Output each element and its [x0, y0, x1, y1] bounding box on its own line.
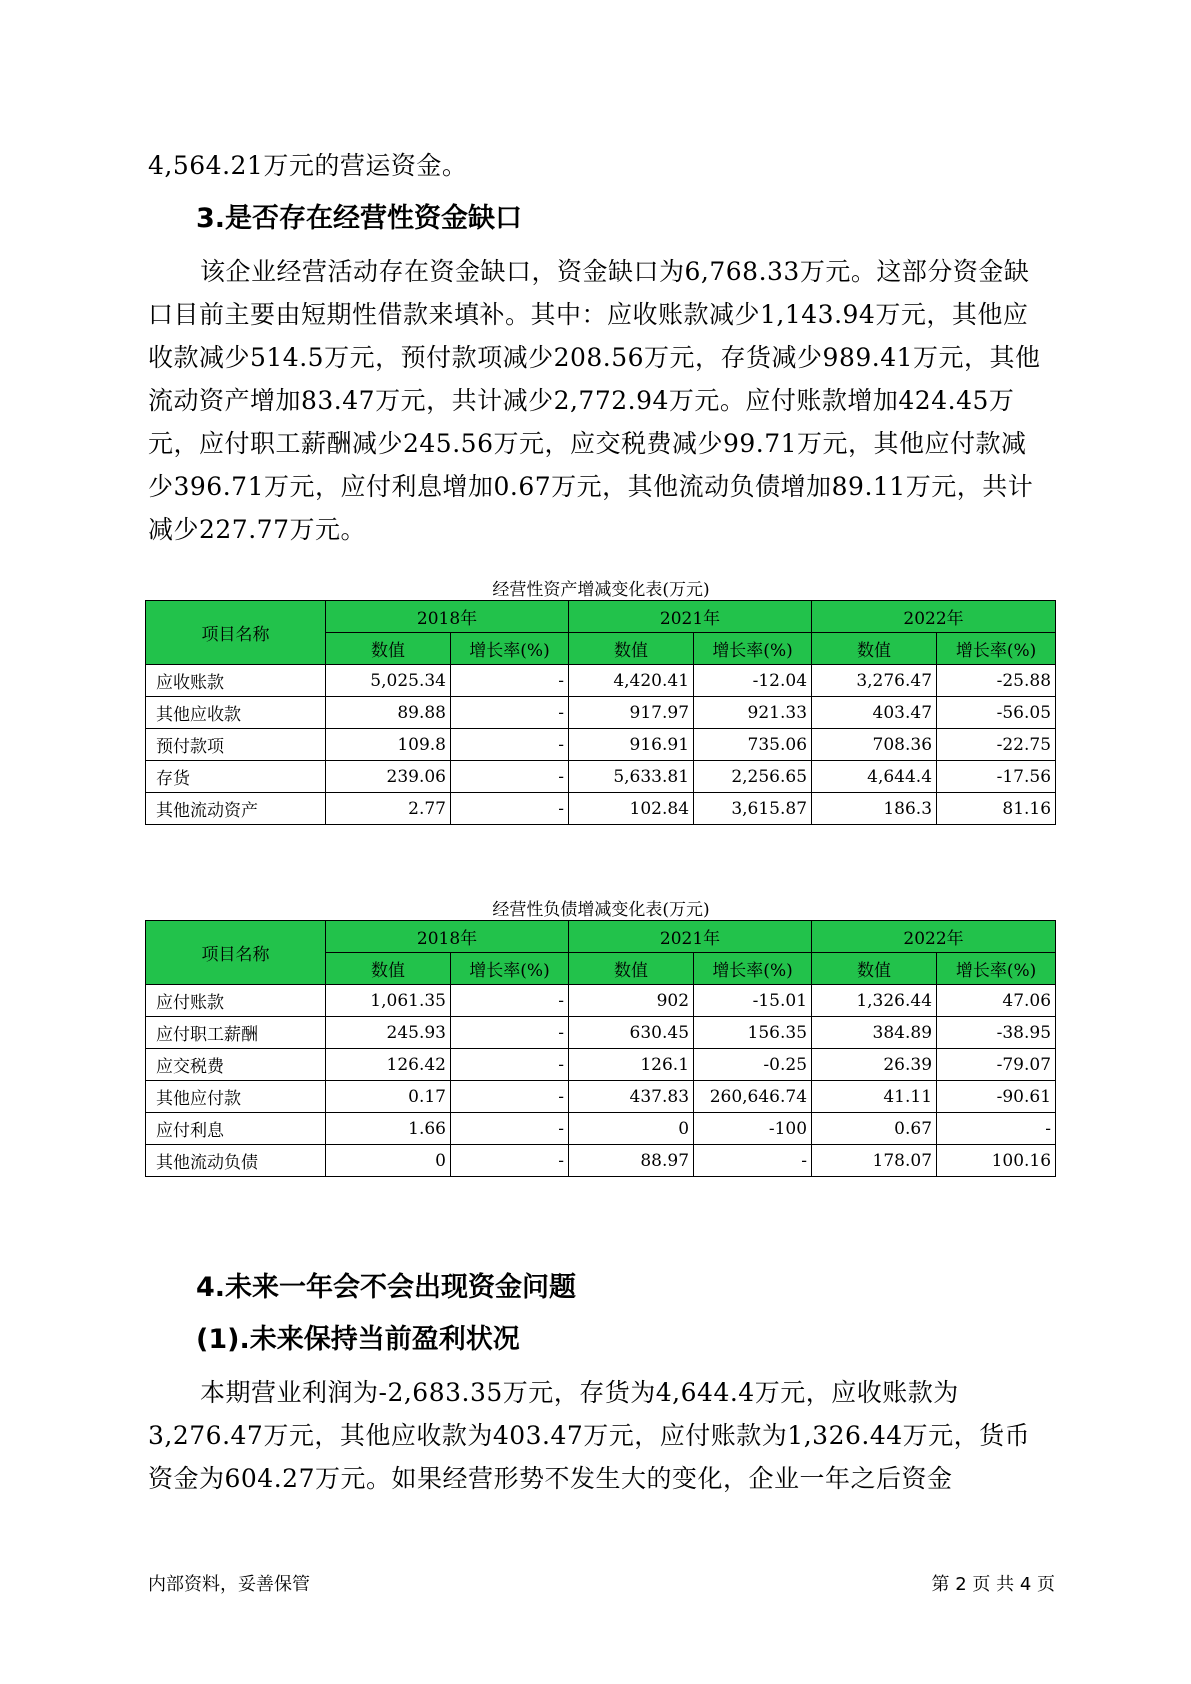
rate-cell: -79.07	[937, 1049, 1056, 1081]
rate-cell: -	[451, 985, 569, 1017]
rate-cell: -56.05	[937, 697, 1056, 729]
asset-rate-header: 增长率(%)	[937, 633, 1056, 665]
rate-cell: -15.01	[694, 985, 812, 1017]
value-cell: 0	[326, 1145, 451, 1177]
rate-cell: -12.04	[694, 665, 812, 697]
liability-year-header: 2022年	[812, 921, 1056, 953]
row-name: 应付利息	[146, 1113, 326, 1145]
rate-cell: -	[451, 1081, 569, 1113]
section4-paragraph: 本期营业利润为-2,683.35万元，存货为4,644.4万元，应收账款为3,276.47万元，其他应收款为403.47万元，应付账款为1,326.44万元，货币资金为604.27万元。如果经营形势不发生大的变化，企业一年之后资金	[148, 1378, 1031, 1493]
value-cell: 3,276.47	[812, 665, 937, 697]
value-cell: 89.88	[326, 697, 451, 729]
asset-value-header: 数值	[812, 633, 937, 665]
asset-year-header: 2021年	[569, 601, 812, 633]
liability-rate-header: 增长率(%)	[937, 953, 1056, 985]
rate-cell: -25.88	[937, 665, 1056, 697]
rate-cell: 921.33	[694, 697, 812, 729]
value-cell: 917.97	[569, 697, 694, 729]
value-cell: 4,644.4	[812, 761, 937, 793]
row-name: 预付款项	[146, 729, 326, 761]
rate-cell: -38.95	[937, 1017, 1056, 1049]
value-cell: 2.77	[326, 793, 451, 825]
asset-year-header: 2018年	[326, 601, 569, 633]
value-cell: 916.91	[569, 729, 694, 761]
value-cell: 384.89	[812, 1017, 937, 1049]
row-name: 其他应付款	[146, 1081, 326, 1113]
asset-table	[145, 600, 1056, 825]
liability-year-header: 2018年	[326, 921, 569, 953]
table-row	[146, 1049, 1056, 1081]
rate-cell: -17.56	[937, 761, 1056, 793]
rate-cell: -	[451, 729, 569, 761]
asset-rate-header: 增长率(%)	[694, 633, 812, 665]
value-cell: 88.97	[569, 1145, 694, 1177]
section3-paragraph: 该企业经营活动存在资金缺口，资金缺口为6,768.33万元。这部分资金缺口目前主要由短期性借款来填补。其中：应收账款减少1,143.94万元，其他应收款减少514.5万元，预付款项减少208.56万元，存货减少989.41万元，其他流动资产增加83.47万元，共计减少2,772.94万元。应付账款增加424.45万元，应付职工薪酬减少245.56万元，应交税费减少99.71万元，其他应付款减少396.71万元，应付利息增加0.67万元，其他流动负债增加89.11万元，共计减少227.77万元。	[148, 257, 1041, 544]
value-cell: 109.8	[326, 729, 451, 761]
table-row	[146, 1113, 1056, 1145]
section3-heading: 3.是否存在经营性资金缺口	[196, 203, 523, 234]
intro-line: 4,564.21万元的营运资金。	[148, 151, 468, 180]
value-cell: 4,420.41	[569, 665, 694, 697]
value-cell: 186.3	[812, 793, 937, 825]
row-name: 存货	[146, 761, 326, 793]
rate-cell: -	[451, 1145, 569, 1177]
value-cell: 26.39	[812, 1049, 937, 1081]
rate-cell: -	[694, 1145, 812, 1177]
liability-year-header: 2021年	[569, 921, 812, 953]
table-row	[146, 697, 1056, 729]
value-cell: 1.66	[326, 1113, 451, 1145]
footer-page-number: 第 2 页 共 4 页	[931, 1574, 1055, 1595]
asset-value-header: 数值	[569, 633, 694, 665]
rate-cell: -	[451, 793, 569, 825]
table-row	[146, 1017, 1056, 1049]
rate-cell: 260,646.74	[694, 1081, 812, 1113]
rate-cell: 47.06	[937, 985, 1056, 1017]
value-cell: 5,633.81	[569, 761, 694, 793]
value-cell: 1,326.44	[812, 985, 937, 1017]
table-row	[146, 1081, 1056, 1113]
value-cell: 630.45	[569, 1017, 694, 1049]
rate-cell: -	[451, 761, 569, 793]
asset-rate-header: 增长率(%)	[451, 633, 569, 665]
rate-cell: 100.16	[937, 1145, 1056, 1177]
rate-cell: -22.75	[937, 729, 1056, 761]
section4-heading: 4.未来一年会不会出现资金问题	[196, 1272, 577, 1303]
table-row	[146, 793, 1056, 825]
value-cell: 102.84	[569, 793, 694, 825]
asset-table-caption: 经营性资产增减变化表(万元)	[492, 580, 710, 600]
row-name: 应付账款	[146, 985, 326, 1017]
value-cell: 403.47	[812, 697, 937, 729]
rate-cell: -	[451, 1017, 569, 1049]
rate-cell: 3,615.87	[694, 793, 812, 825]
value-cell: 126.42	[326, 1049, 451, 1081]
table-row	[146, 985, 1056, 1017]
liability-rate-header: 增长率(%)	[694, 953, 812, 985]
rate-cell: -	[451, 1113, 569, 1145]
rate-cell: 81.16	[937, 793, 1056, 825]
value-cell: 708.36	[812, 729, 937, 761]
value-cell: 902	[569, 985, 694, 1017]
value-cell: 178.07	[812, 1145, 937, 1177]
rate-cell: 156.35	[694, 1017, 812, 1049]
table-row	[146, 665, 1056, 697]
value-cell: 0.17	[326, 1081, 451, 1113]
asset-year-header: 2022年	[812, 601, 1056, 633]
rate-cell: -	[937, 1113, 1056, 1145]
row-name: 其他应收款	[146, 697, 326, 729]
row-name: 其他流动负债	[146, 1145, 326, 1177]
rate-cell: -	[451, 697, 569, 729]
value-cell: 245.93	[326, 1017, 451, 1049]
liability-table	[145, 920, 1056, 1177]
rate-cell: -0.25	[694, 1049, 812, 1081]
table-row	[146, 729, 1056, 761]
footer-left: 内部资料，妥善保管	[148, 1574, 310, 1595]
asset-name-header: 项目名称	[146, 601, 326, 665]
value-cell: 0.67	[812, 1113, 937, 1145]
rate-cell: -100	[694, 1113, 812, 1145]
rate-cell: -90.61	[937, 1081, 1056, 1113]
liability-value-header: 数值	[812, 953, 937, 985]
value-cell: 0	[569, 1113, 694, 1145]
rate-cell: -	[451, 1049, 569, 1081]
rate-cell: -	[451, 665, 569, 697]
row-name: 应交税费	[146, 1049, 326, 1081]
value-cell: 41.11	[812, 1081, 937, 1113]
table-row	[146, 761, 1056, 793]
table-row	[146, 1145, 1056, 1177]
liability-name-header: 项目名称	[146, 921, 326, 985]
row-name: 其他流动资产	[146, 793, 326, 825]
value-cell: 1,061.35	[326, 985, 451, 1017]
liability-value-header: 数值	[569, 953, 694, 985]
liability-table-caption: 经营性负债增减变化表(万元)	[492, 900, 710, 920]
value-cell: 437.83	[569, 1081, 694, 1113]
liability-value-header: 数值	[326, 953, 451, 985]
section4-subheading: (1).未来保持当前盈利状况	[196, 1324, 520, 1355]
row-name: 应付职工薪酬	[146, 1017, 326, 1049]
value-cell: 239.06	[326, 761, 451, 793]
rate-cell: 2,256.65	[694, 761, 812, 793]
row-name: 应收账款	[146, 665, 326, 697]
rate-cell: 735.06	[694, 729, 812, 761]
value-cell: 5,025.34	[326, 665, 451, 697]
asset-value-header: 数值	[326, 633, 451, 665]
value-cell: 126.1	[569, 1049, 694, 1081]
liability-rate-header: 增长率(%)	[451, 953, 569, 985]
